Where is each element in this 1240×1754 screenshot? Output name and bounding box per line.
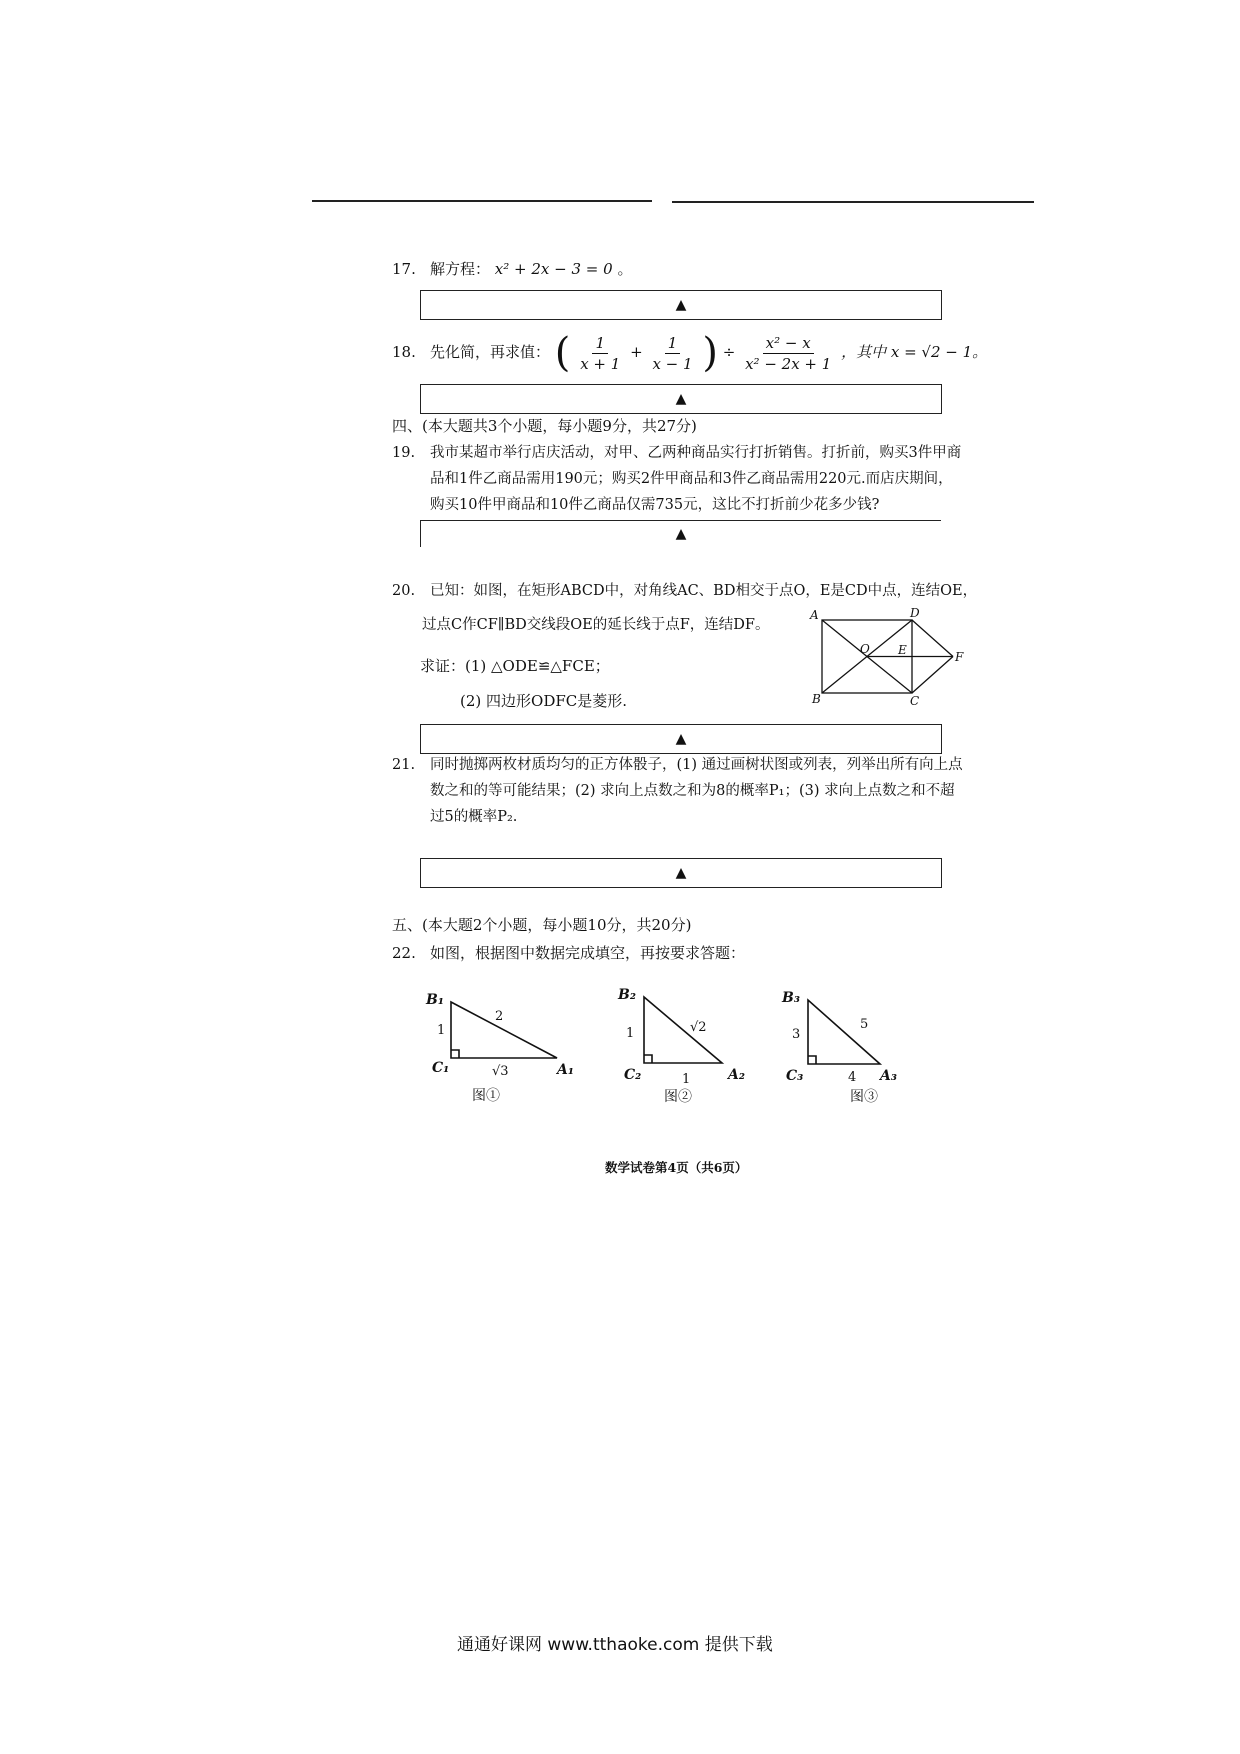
caption-1: 图① [472,1088,500,1104]
answer-box-21[interactable] [420,858,942,888]
label-d: D [910,606,920,620]
label-f: F [955,650,964,664]
right-angle-mark [644,1055,652,1063]
caption-3: 图③ [850,1089,878,1105]
question-22 [392,940,745,966]
header-rule-right [672,201,1034,203]
fraction-1: $\frac{1}{x + 1}$ [580,333,621,373]
answer-marker: ▲ [675,526,687,542]
segment-cf [912,657,953,694]
right-angle-mark [451,1050,459,1058]
header-rule-left [312,200,652,202]
answer-marker: ▲ [675,865,687,881]
label-a3: A₃ [880,1068,897,1084]
q20-line-2: 过点C作CF∥BD交线段OE的延长线于点F，连结DF。 [422,617,770,633]
q20-proof-1: 求证：(1) △ODE≌△FCE； [420,657,610,675]
section-4-title: 四、(本大题共3个小题，每小题9分，共27分) [392,417,697,435]
answer-box-19[interactable] [420,520,941,547]
triangle-figure-1 [420,990,590,1104]
q21-line-3: 过5的概率P₂. [430,809,518,825]
answer-marker: ▲ [675,731,687,747]
q19-line-3: 购买10件甲商品和10件乙商品仅需735元，这比不打折前少花多少钱? [430,497,880,513]
answer-box-18[interactable] [420,384,942,414]
label-c: C [910,694,920,708]
q19-line-2: 品和1件乙商品需用190元；购买2件甲商品和3件乙商品需用220元.而店庆期间， [430,471,953,487]
hypotenuse-3: 5 [860,1017,869,1032]
question-number: 21. [392,757,416,773]
equation: x² + 2x − 3 = 0 [494,260,613,278]
leg-horizontal-3: 4 [848,1070,857,1085]
label-a1: A₁ [557,1062,574,1078]
triangle-3 [808,1000,880,1064]
leg-horizontal-2: 1 [682,1072,691,1087]
hypotenuse-1: 2 [495,1009,504,1024]
label-b2: B₂ [618,987,636,1003]
answer-box-20[interactable] [420,724,942,754]
divide-sign: ÷ [722,343,736,361]
label-c1: C₁ [432,1060,450,1076]
label-c2: C₂ [624,1067,642,1083]
caption-2: 图② [664,1089,692,1105]
question-17 [392,256,632,282]
label-b3: B₃ [782,990,800,1006]
q21-line-2: 数之和的等可能结果；(2) 求向上点数之和为8的概率P₁；(3) 求向上点数之和不超 [430,783,955,799]
paren-close: ) [702,330,718,376]
leg-horizontal-1: √3 [492,1064,509,1079]
triangle-figure-3 [780,988,940,1105]
label-a2: A₂ [728,1067,745,1083]
q19-line-1: 我市某超市举行店庆活动，对甲、乙两种商品实行打折销售。打折前，购买3件甲商 [430,445,962,461]
triangle-figure-2 [612,985,772,1105]
q21-line-1: 同时抛掷两枚材质均匀的正方体骰子，(1) 通过画树状图或列表，列举出所有向上点 [430,757,963,773]
q20-line-1: 已知：如图，在矩形ABCD中，对角线AC、BD相交于点O，E是CD中点，连结OE， [430,583,978,599]
segment-df [912,620,953,657]
leg-vertical-1: 1 [437,1023,446,1038]
answer-marker: ▲ [675,297,687,313]
rectangle-figure [810,605,970,708]
fraction-2: $\frac{1}{x - 1}$ [652,333,693,373]
question-number: 17. [392,260,416,278]
label-c3: C₃ [786,1068,804,1084]
paren-open: ( [554,330,571,376]
answer-marker: ▲ [675,391,687,407]
source-credit: 通通好课网 www.tthaoke.com 提供下载 [457,1635,773,1655]
fraction-3: $\frac{\text{x² − x}}{\text{x² − 2x + 1}}$ [745,333,832,373]
label-a: A [810,608,819,622]
question-21 [392,752,963,830]
label-e: E [898,643,907,657]
question-end: 。 [617,260,633,278]
label-b: B [812,692,821,706]
question-tail: ，其中 x = √2 − 1。 [841,343,988,361]
question-18 [392,330,987,374]
q20-proof-2: (2) 四边形ODFC是菱形. [460,692,627,710]
leg-vertical-2: 1 [626,1026,635,1041]
section-5-title: 五、(本大题2个小题，每小题10分，共20分) [392,916,692,934]
question-number: 22. [392,944,416,962]
plus-sign: + [630,343,643,361]
right-angle-mark [808,1056,816,1064]
triangle-2 [644,997,722,1063]
question-text: 解方程： [430,260,491,278]
question-number: 19. [392,445,416,461]
question-19 [392,440,961,518]
leg-vertical-3: 3 [792,1027,801,1042]
label-o: O [860,642,870,656]
question-number: 20. [392,583,416,599]
question-text: 如图，根据图中数据完成填空，再按要求答题： [430,944,746,962]
triangle-1 [451,1002,557,1058]
page-footer: 数学试卷第4页（共6页） [605,1160,748,1175]
label-b1: B₁ [426,992,444,1008]
hypotenuse-2: √2 [690,1020,707,1035]
question-text: 先化简，再求值： [430,343,551,361]
question-number: 18. [392,343,416,361]
answer-box-17[interactable] [420,290,942,320]
